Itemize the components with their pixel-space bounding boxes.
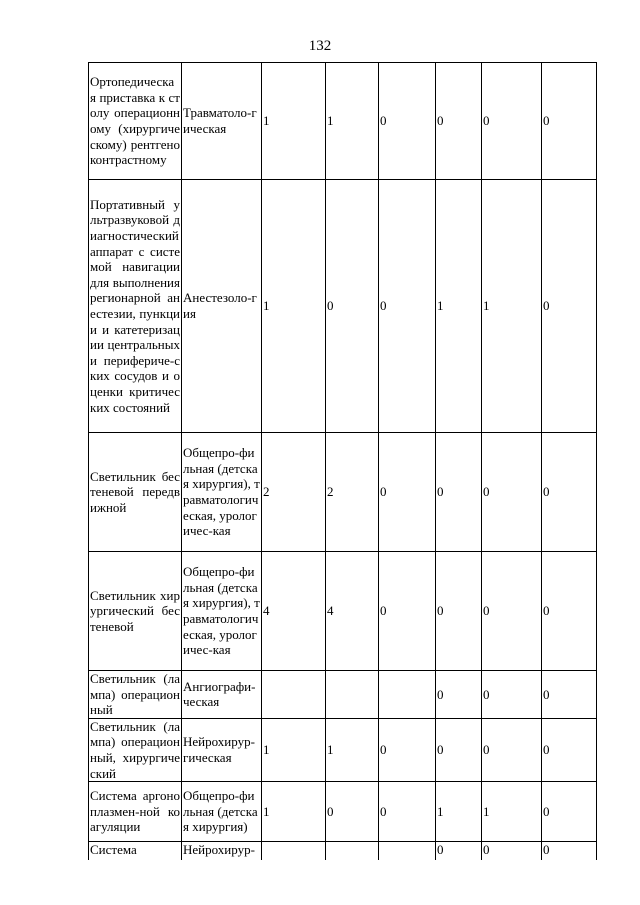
value-cell: 1	[482, 180, 542, 433]
table-row	[89, 671, 597, 719]
table-row	[89, 180, 597, 433]
value-cell: 1	[326, 718, 379, 781]
table-row	[89, 782, 597, 842]
table-row	[89, 842, 597, 860]
value-cell: 1	[326, 63, 379, 180]
equipment-name-cell: Портативный ультразвуковой диагностический аппарат с системой навигации для выполнения регионарной анестезии, пункции и катетеризации центральных и перифериче-ских сосудов и оценки критических состояний	[89, 180, 182, 433]
table-row	[89, 63, 597, 180]
equipment-table	[88, 62, 597, 860]
value-cell: 0	[542, 842, 597, 860]
value-cell: 0	[542, 718, 597, 781]
value-cell: 0	[379, 718, 436, 781]
equipment-name-cell: Система	[89, 842, 182, 860]
value-cell: 0	[379, 782, 436, 842]
value-cell: 2	[326, 433, 379, 552]
value-cell: 1	[262, 63, 326, 180]
value-cell	[262, 842, 326, 860]
department-cell: Нейрохирур-	[182, 842, 262, 860]
equipment-name-cell: Светильник (лампа) операционный	[90, 671, 180, 718]
value-cell: 0	[436, 433, 482, 552]
equipment-name-cell: Светильник (лампа) операционный, хирургический	[90, 718, 180, 781]
department-cell: Ангиографи-ческая	[182, 671, 262, 719]
value-cell: 0	[482, 671, 542, 719]
value-cell: 4	[262, 552, 326, 671]
value-cell: 0	[379, 552, 436, 671]
value-cell: 0	[436, 842, 482, 860]
value-cell: 0	[436, 718, 482, 781]
value-cell: 0	[482, 718, 542, 781]
value-cell: 0	[379, 433, 436, 552]
value-cell	[379, 842, 436, 860]
table-row	[89, 433, 597, 552]
department-cell: Общепро-фильная (детская хирургия)	[182, 782, 262, 842]
value-cell: 0	[542, 433, 597, 552]
department-cell: Анестезоло-гия	[182, 180, 262, 433]
value-cell: 0	[436, 671, 482, 719]
value-cell: 1	[262, 782, 326, 842]
value-cell: 0	[436, 63, 482, 180]
value-cell: 0	[379, 180, 436, 433]
value-cell: 0	[542, 552, 597, 671]
equipment-name-cell: Система аргоноплазмен-ной коагуляции	[89, 782, 182, 842]
value-cell: 0	[542, 63, 597, 180]
equipment-name-cell: Ортопедическая приставка к столу операционному (хирургическому) рентгеноконтрастному	[89, 63, 182, 180]
value-cell: 0	[326, 782, 379, 842]
value-cell: 0	[542, 782, 597, 842]
value-cell: 0	[482, 63, 542, 180]
value-cell: 0	[542, 671, 597, 719]
value-cell: 1	[262, 180, 326, 433]
value-cell: 0	[482, 433, 542, 552]
value-cell: 0	[482, 842, 542, 860]
page-number: 132	[308, 38, 332, 54]
value-cell: 1	[482, 782, 542, 842]
value-cell: 0	[326, 180, 379, 433]
table-row	[89, 718, 597, 781]
department-cell: Общепро-фильная (детская хирургия), травматологическая, урологичес-кая	[182, 433, 262, 552]
equipment-name-cell: Светильник бестеневой передвижной	[89, 433, 182, 552]
value-cell: 0	[379, 63, 436, 180]
value-cell	[326, 671, 379, 719]
value-cell: 2	[262, 433, 326, 552]
value-cell: 0	[542, 180, 597, 433]
value-cell: 4	[326, 552, 379, 671]
value-cell: 1	[436, 782, 482, 842]
value-cell	[326, 842, 379, 860]
value-cell: 1	[436, 180, 482, 433]
table-row	[89, 552, 597, 671]
department-cell: Общепро-фильная (детская хирургия), травматологическая, урологичес-кая	[182, 552, 262, 671]
value-cell	[379, 671, 436, 719]
department-cell: Нейрохирур-гическая	[182, 718, 262, 781]
department-cell: Травматоло-гическая	[182, 63, 262, 180]
value-cell	[262, 671, 326, 719]
value-cell: 1	[262, 718, 326, 781]
value-cell: 0	[482, 552, 542, 671]
value-cell: 0	[436, 552, 482, 671]
equipment-name-cell: Светильник хирургический бестеневой	[89, 552, 182, 671]
